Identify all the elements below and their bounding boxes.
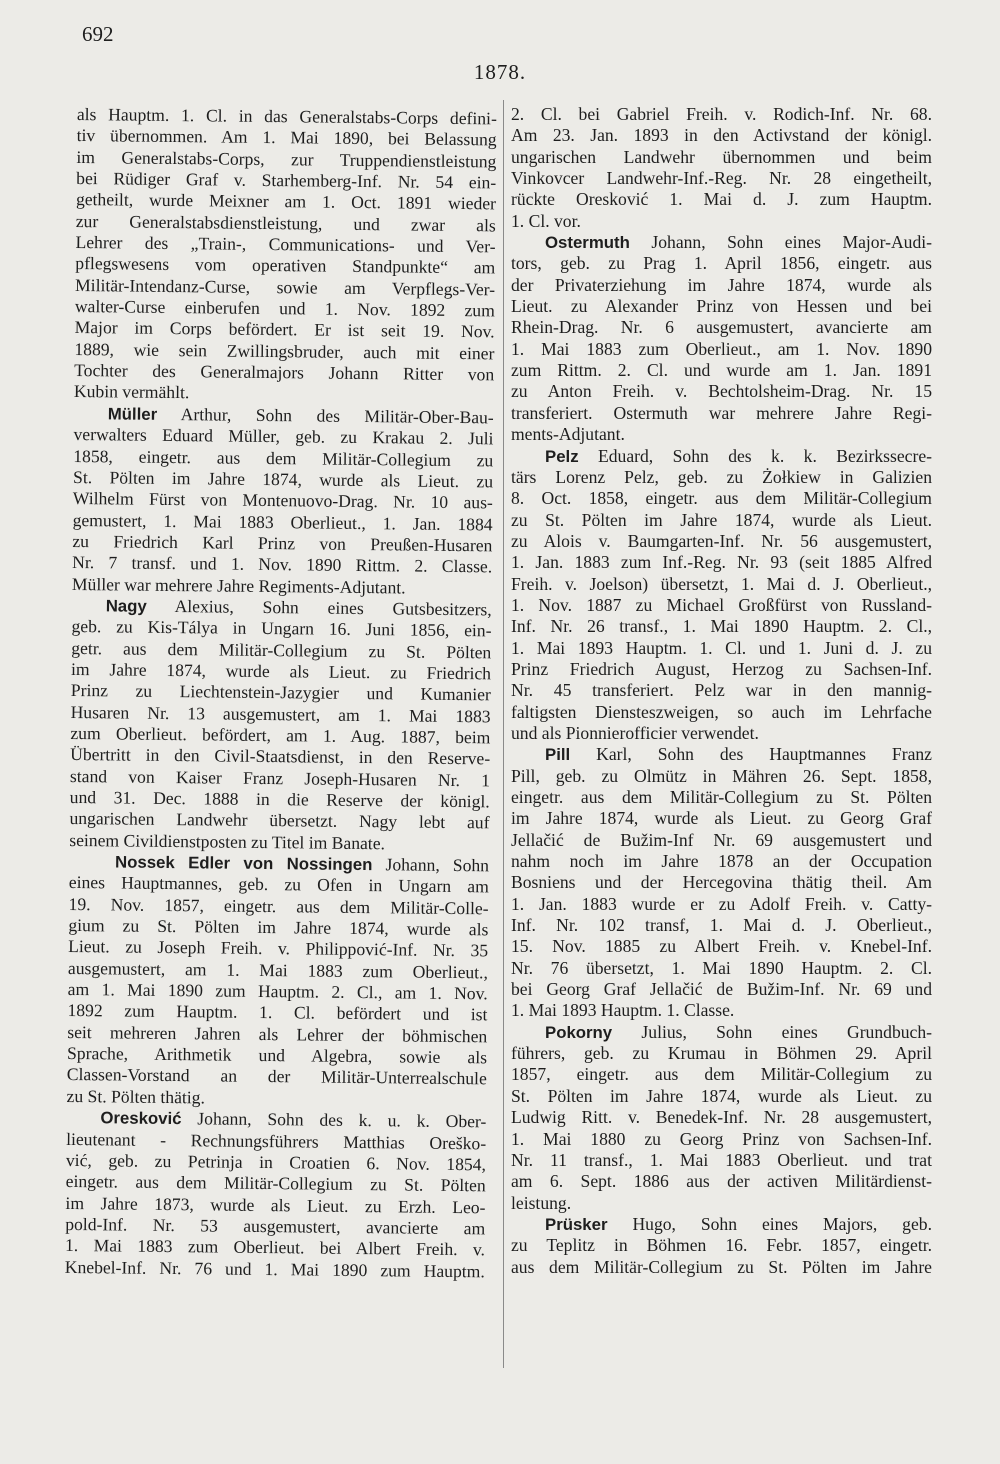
line-text: geb. zu Kis-Tálya in Ungarn 16. Juni 1856, ein- (71, 616, 492, 641)
text-line (65, 1256, 485, 1282)
entry-surname: Ostermuth (545, 233, 630, 253)
line-text: im Jahre 1873, wurde als Lieut. zu Erzh. Leo- (65, 1192, 486, 1217)
line-text: Knebel-Inf. Nr. 76 und 1. Mai 1890 zum Hauptm. (64, 1256, 485, 1281)
text-line (511, 1000, 932, 1021)
line-text: Prinz Friedrich August, Herzog zu Sachsen-Inf. (511, 658, 932, 679)
line-text: 2. Cl. bei Gabriel Freih. v. Rodich-Inf. Nr. 68. (511, 104, 932, 124)
text-line (511, 616, 932, 637)
text-line (511, 1107, 932, 1128)
text-line (511, 339, 932, 360)
line-text: rückte Oresković 1. Mai d. J. zum Hauptm. (511, 189, 932, 210)
line-text: aus dem Militär-Collegium zu St. Pölten im Jahre (511, 1256, 932, 1277)
line-text: tiv übernommen. Am 1. Mai 1890, bei Belassung (76, 125, 497, 150)
line-text: pold-Inf. Nr. 53 ausgemustert, avancierte am (65, 1213, 486, 1239)
page-number: 692 (82, 22, 114, 46)
line-text: 1. Jan. 1883 zum Inf.-Reg. Nr. 93 (seit 1885 Alfred (511, 552, 932, 573)
text-line (511, 211, 932, 232)
line-text: eingetr. aus dem Militär-Collegium zu St. Pölten (511, 787, 932, 807)
text-line (511, 552, 932, 573)
text-line (511, 381, 932, 402)
entry-first-line (511, 1214, 932, 1235)
line-text: Lehrer des „Train-, Communications- und Ver- (75, 232, 496, 257)
line-text: Johann, Sohn eines Major-Audi- (651, 232, 933, 253)
line-text: getr. aus dem Militär-Collegium zu St. Pölten (71, 637, 492, 662)
entry-surname: Nossek Edler von Nossingen (114, 852, 373, 875)
text-line (511, 851, 932, 872)
line-text: Major im Corps befördert. Er ist seit 19. Nov. (74, 317, 495, 342)
entry-first-line (511, 1022, 932, 1043)
text-line (511, 659, 932, 680)
text-line (511, 360, 932, 381)
line-text: walter-Curse einberufen und 1. Nov. 1892 zum (74, 296, 495, 321)
line-text: 1. Nov. 1887 zu Michael Großfürst von Russland- (511, 594, 932, 615)
entry-surname: Nagy (105, 596, 147, 616)
entry-first-line (511, 446, 932, 467)
line-text: lieutenant - Rechnungsführers Matthias Oreško- (66, 1128, 487, 1153)
text-line (511, 1257, 932, 1278)
line-text: als Hauptm. 1. Cl. in das Generalstabs-Corps defini- (76, 104, 497, 129)
line-text: ments-Adjutant. (511, 424, 625, 445)
line-text: Karl, Sohn des Hauptmannes Franz (596, 744, 932, 765)
text-line (511, 125, 932, 146)
line-text: 1889, wie sein Zwillingsbruder, auch mit einer (74, 338, 495, 364)
text-line (511, 510, 932, 531)
line-text: Am 23. Jan. 1893 in den Activstand der königl. (511, 125, 932, 146)
text-line (511, 1086, 932, 1107)
text-line (511, 638, 932, 659)
line-text: Inf. Nr. 26 transf., 1. Mai 1890 Hauptm. 2. Cl., (511, 616, 932, 637)
line-text: tärs Lorenz Pelz, geb. zu Żołkiew in Galizien (511, 466, 932, 487)
entry-surname: Pill (545, 745, 571, 765)
text-line (511, 424, 932, 445)
line-text: getheilt, wurde Meixner am 1. Oct. 1891 wieder (75, 189, 497, 214)
line-text: St. Pölten im Jahre 1874, wurde als Lieut. zu (511, 1085, 932, 1106)
line-text: Classen-Vorstand an der Militär-Unterrealschule (66, 1064, 487, 1089)
line-text: zur Generalstabsdienstleistung, und zwar als (75, 210, 496, 236)
line-text: Jellačić de Bužim-Inf Nr. 69 ausgemustert und (511, 829, 932, 850)
line-text: vić, geb. zu Petrinja in Croatien 6. Nov. 1854, (65, 1149, 487, 1175)
line-text: Prinz zu Liechtenstein-Jazygier und Kumanier (70, 680, 491, 705)
line-text: eingetr. aus dem Militär-Collegium zu St. Pölten (65, 1171, 486, 1196)
line-text: Inf. Nr. 102 transf, 1. Mai d. J. Oberlieut., (511, 915, 932, 936)
right-column (511, 104, 932, 1278)
text-line (511, 488, 932, 509)
line-text: ungarischen Landwehr übersetzt. Nagy lebt auf (69, 808, 490, 833)
line-text: Julius, Sohn eines Grundbuch- (641, 1021, 932, 1042)
line-text: Rhein-Drag. Nr. 6 ausgemustert, avancierte am (511, 317, 932, 338)
text-line (511, 168, 932, 189)
text-line (511, 723, 932, 744)
line-text: eines Hauptmannes, geb. zu Ofen in Ungarn am (68, 872, 489, 897)
entry-surname: Prüsker (545, 1214, 608, 1234)
line-text: 1. Mai 1893 Hauptm. 1. Cl. und 1. Juni d. J. zu (511, 637, 932, 658)
line-text: Tochter des Generalmajors Johann Ritter von (74, 360, 495, 385)
line-text: im Jahre 1874, wurde als Lieut. zu Georg Graf (511, 808, 932, 829)
running-header-year: 1878. (473, 60, 527, 84)
text-line (511, 936, 932, 957)
line-text: Nr. 11 transf., 1. Mai 1883 Oberlieut. und trat (511, 1149, 932, 1170)
line-text: 19. Nov. 1857, eingetr. aus dem Militär-Colle- (68, 893, 489, 919)
line-text: gemustert, 1. Mai 1883 Oberlieut., 1. Jan. 1884 (72, 509, 493, 534)
line-text: bei Georg Graf Jellačić de Bužim-Inf. Nr. 69 und (511, 979, 932, 1000)
entry-surname: Pelz (545, 446, 579, 466)
line-text: zum Rittm. 2. Cl. und wurde am 1. Jan. 1891 (511, 360, 932, 381)
line-text: seit mehreren Jahren als Lehrer der böhmischen (67, 1021, 488, 1047)
text-line (511, 808, 932, 829)
line-text: St. Pölten im Jahre 1874, wurde als Lieut. zu (72, 466, 494, 492)
line-text: 1. Jan. 1883 wurde er zu Adolf Freih. v. Catty- (511, 893, 932, 914)
line-text: stand von Kaiser Franz Joseph-Husaren Nr. 1 (69, 765, 491, 791)
entry-surname: Pokorny (545, 1022, 613, 1042)
line-text: Bosniens und der Hercegovina thätig theil. Am (511, 872, 932, 893)
text-line (511, 680, 932, 701)
line-text: Übertritt in den Civil-Staatsdienst, in den Reserve- (70, 744, 491, 769)
text-line (511, 958, 932, 979)
text-line (511, 915, 932, 936)
line-text: leistung. (511, 1192, 572, 1213)
line-text: transferiert. Ostermuth war mehrere Jahre Regi- (511, 402, 932, 423)
line-text: Johann, Sohn (385, 854, 490, 876)
line-text: Eduard, Sohn des k. k. Bezirkssecre- (598, 445, 932, 466)
text-line (511, 403, 932, 424)
line-text: Ludwig Ritt. v. Benedek-Inf. Nr. 28 ausgemustert, (511, 1107, 932, 1128)
line-text: Arthur, Sohn des Militär-Ober-Bau- (180, 403, 494, 428)
line-text: zu Alois v. Baumgarten-Inf. Nr. 56 ausgemustert, (511, 530, 932, 551)
line-text: Militär-Intendanz-Curse, sowie am Verpflegs-Ver- (75, 274, 496, 300)
line-text: Nr. 7 transf. und 1. Nov. 1890 Rittm. 2. Classe. (72, 552, 493, 577)
text-line (511, 702, 932, 723)
line-text: Alexius, Sohn eines Gutsbesitzers, (174, 595, 492, 620)
text-line (511, 1150, 932, 1171)
line-text: 8. Oct. 1858, eingetr. aus dem Militär-Collegium (511, 488, 932, 509)
line-text: Nr. 45 transferiert. Pelz war in den mannig- (511, 680, 932, 701)
line-text: 1. Mai 1893 Hauptm. 1. Classe. (511, 1000, 735, 1021)
line-text: faltigsten Diensteszweigen, so auch im Lehrfache (511, 701, 932, 722)
line-text: 1858, eingetr. aus dem Militär-Collegium zu (73, 445, 494, 470)
line-text: gium zu St. Pölten im Jahre 1874, wurde als (68, 915, 489, 940)
line-text: 1857, eingetr. aus dem Militär-Collegium zu (511, 1064, 932, 1085)
line-text: und 31. Dec. 1888 in die Reserve der königl. (69, 786, 490, 812)
line-text: zu Anton Freih. v. Bechtolsheim-Drag. Nr. 15 (511, 381, 932, 402)
line-text: der Privaterziehung im Jahre 1874, wurde als (511, 274, 932, 295)
line-text: im Generalstabs-Corps, zur Truppendienstleistung (76, 146, 497, 172)
line-text: verwalters Eduard Müller, geb. zu Krakau 2. Juli (73, 424, 494, 449)
line-text: Müller war mehrere Jahre Regiments-Adjutant. (71, 573, 406, 598)
text-line (511, 574, 932, 595)
line-text: zu Teplitz in Böhmen 16. Febr. 1857, eingetr. (511, 1235, 932, 1256)
entry-first-line (511, 744, 932, 765)
line-text: im Jahre 1874, wurde als Lieut. zu Friedrich (70, 658, 492, 684)
line-text: nahm noch im Jahre 1878 an der Occupation (511, 851, 932, 872)
text-line (511, 275, 932, 296)
text-line (511, 830, 932, 851)
line-text: führers, geb. zu Krumau in Böhmen 29. April (511, 1043, 932, 1064)
text-line (511, 1193, 932, 1214)
entry-first-line (511, 232, 932, 253)
line-text: tors, geb. zu Prag 1. April 1856, eingetr. aus (511, 253, 932, 274)
line-text: 1892 zum Hauptm. 1. Cl. befördert und ist (67, 1000, 488, 1025)
line-text: pflegswesens vom operativen Standpunkte“ am (75, 253, 496, 278)
line-text: zum Oberlieut. befördert, am 1. Aug. 1887, beim (70, 722, 491, 748)
text-line (511, 872, 932, 893)
line-text: und als Pionnierofficier verwendet. (511, 722, 759, 743)
text-line (511, 531, 932, 552)
line-text: am 1. Mai 1890 zum Hauptm. 2. Cl., am 1. Nov. (67, 979, 488, 1004)
text-line (511, 1064, 932, 1085)
text-line (511, 1235, 932, 1256)
entry-surname: Oresković (100, 1108, 182, 1129)
line-text: Nr. 76 übersetzt, 1. Mai 1890 Hauptm. 2. Cl. (511, 957, 932, 978)
line-text: Lieut. zu Alexander Prinz von Hessen und bei (511, 296, 932, 317)
line-text: Freih. v. Joelson) übersetzt, 1. Mai d. J. Oberlieut., (511, 573, 932, 594)
line-text: seinem Civildienstposten zu Titel im Banate. (69, 829, 386, 853)
line-text: ausgemustert, am 1. Mai 1883 zum Oberlieut., (67, 957, 489, 983)
text-line (511, 317, 932, 338)
text-line (511, 595, 932, 616)
text-line (511, 147, 932, 168)
text-line (511, 189, 932, 210)
text-line (511, 296, 932, 317)
line-text: Vinkovcer Landwehr-Inf.-Reg. Nr. 28 eingetheilt, (511, 168, 932, 189)
column-divider (503, 100, 504, 1368)
text-line (511, 894, 932, 915)
line-text: Johann, Sohn des k. u. k. Ober- (197, 1108, 487, 1132)
text-line (511, 766, 932, 787)
line-text: 1. Cl. vor. (511, 210, 581, 231)
line-text: ungarischen Landwehr übernommen und beim (511, 146, 932, 167)
line-text: Lieut. zu Joseph Freih. v. Philippović-Inf. Nr. 35 (68, 936, 489, 961)
text-line (511, 787, 932, 808)
line-text: 1. Mai 1883 zum Oberlieut. bei Albert Freih. v. (64, 1235, 486, 1260)
text-line (511, 1043, 932, 1064)
text-line (511, 467, 932, 488)
line-text: bei Rüdiger Graf v. Starhemberg-Inf. Nr. 54 ein- (76, 168, 497, 193)
line-text: Pill, geb. zu Olmütz in Mähren 26. Sept. 1858, (511, 765, 932, 786)
left-column (65, 104, 497, 1282)
line-text: Kubin vermählt. (73, 381, 190, 403)
line-text: zu St. Pölten thätig. (66, 1085, 206, 1108)
text-line (511, 1171, 932, 1192)
text-line (511, 1129, 932, 1150)
line-text: 1. Mai 1880 zu Georg Prinz von Sachsen-Inf. (511, 1128, 932, 1149)
line-text: zu St. Pölten im Jahre 1874, wurde als Lieut. (511, 509, 932, 530)
entry-surname: Müller (107, 404, 158, 424)
text-line (511, 104, 932, 125)
line-text: Husaren Nr. 13 ausgemustert, am 1. Mai 1883 (70, 701, 491, 726)
line-text: Hugo, Sohn eines Majors, geb. (632, 1213, 932, 1234)
line-text: Sprache, Arithmetik und Algebra, sowie als (66, 1043, 488, 1068)
line-text: 1. Mai 1883 zum Oberlieut., am 1. Nov. 1890 (511, 338, 932, 359)
line-text: am 6. Sept. 1886 aus der activen Militärdienst- (511, 1171, 932, 1192)
text-line (511, 253, 932, 274)
text-line (511, 979, 932, 1000)
line-text: Wilhelm Fürst von Montenuovo-Drag. Nr. 10 aus- (72, 488, 493, 513)
line-text: zu Friedrich Karl Prinz von Preußen-Husaren (72, 530, 493, 556)
line-text: 15. Nov. 1885 zu Albert Freih. v. Knebel-Inf. (511, 936, 932, 957)
